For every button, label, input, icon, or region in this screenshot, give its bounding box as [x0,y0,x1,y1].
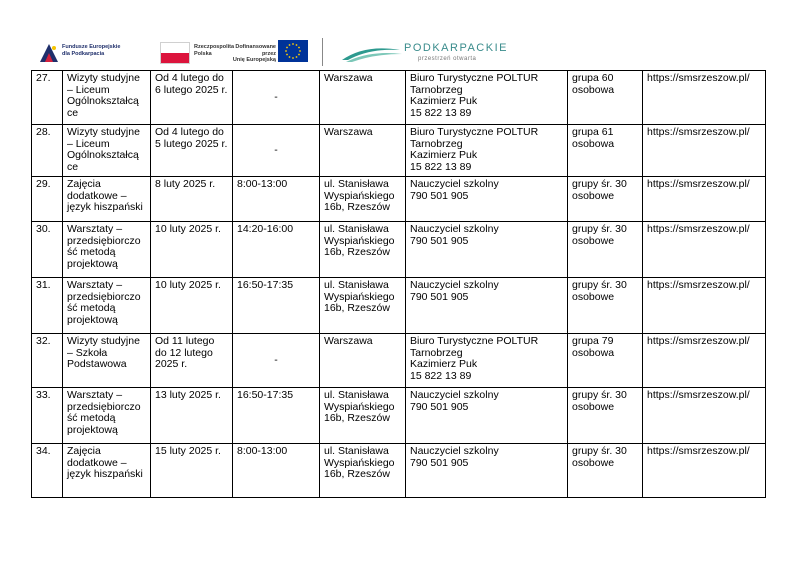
row-number: 34. [32,444,63,498]
place-cell: ul. Stanisława Wyspiańskiego 16b, Rzeszów [320,444,406,498]
time-cell: 8:00-13:00 [233,177,320,222]
organizer-cell: Biuro Turystyczne POLTUR Tarnobrzeg Kazimierz Puk 15 822 13 89 [406,334,568,388]
url-cell[interactable]: https://smsrzeszow.pl/ [643,222,766,278]
row-number: 27. [32,71,63,125]
date-cell: 15 luty 2025 r. [151,444,233,498]
activity-cell: Warsztaty – przedsiębiorczo ść metodą projektową [63,278,151,334]
row-number: 32. [32,334,63,388]
time-cell: - [233,334,320,388]
time-cell: 8:00-13:00 [233,444,320,498]
url-cell[interactable]: https://smsrzeszow.pl/ [643,444,766,498]
table-row [32,334,766,388]
date-cell: Od 4 lutego do 5 lutego 2025 r. [151,125,233,177]
row-number: 29. [32,177,63,222]
table-row [32,388,766,444]
organizer-cell: Nauczyciel szkolny 790 501 905 [406,222,568,278]
activity-cell: Wizyty studyjne – Liceum Ogólnokształcą ce [63,71,151,125]
organizer-cell: Nauczyciel szkolny 790 501 905 [406,444,568,498]
podkarpackie-name: PODKARPACKIE [404,42,508,54]
url-cell[interactable]: https://smsrzeszow.pl/ [643,334,766,388]
url-cell[interactable]: https://smsrzeszow.pl/ [643,278,766,334]
eu-flag-icon [278,40,308,62]
place-cell: ul. Stanisława Wyspiańskiego 16b, Rzeszów [320,177,406,222]
group-cell: grupa 61 osobowa [568,125,643,177]
organizer-cell: Biuro Turystyczne POLTUR Tarnobrzeg Kazimierz Puk 15 822 13 89 [406,125,568,177]
row-number: 30. [32,222,63,278]
polish-flag-icon [160,42,190,64]
rp-logo-text: Rzeczpospolita Polska [194,44,235,57]
group-cell: grupy śr. 30 osobowe [568,278,643,334]
group-cell: grupy śr. 30 osobowe [568,388,643,444]
activity-cell: Wizyty studyjne – Liceum Ogólnokształcą ce [63,125,151,177]
group-cell: grupa 60 osobowa [568,71,643,125]
group-cell: grupa 79 osobowa [568,334,643,388]
activity-cell: Warsztaty – przedsiębiorczo ść metodą projektową [63,388,151,444]
podkarpackie-swoosh-icon [340,42,406,64]
podkarpackie-logo [340,38,510,68]
row-number: 33. [32,388,63,444]
table-row [32,71,766,125]
row-number: 28. [32,125,63,177]
activity-cell: Zajęcia dodatkowe – język hiszpański [63,177,151,222]
date-cell: Od 4 lutego do 6 lutego 2025 r. [151,71,233,125]
schedule-table [31,70,766,498]
url-cell[interactable]: https://smsrzeszow.pl/ [643,388,766,444]
eu-logo [228,40,318,66]
url-cell[interactable]: https://smsrzeszow.pl/ [643,125,766,177]
table-row [32,278,766,334]
url-cell[interactable]: https://smsrzeszow.pl/ [643,177,766,222]
time-cell: 16:50-17:35 [233,278,320,334]
group-cell: grupy śr. 30 osobowe [568,444,643,498]
url-cell[interactable]: https://smsrzeszow.pl/ [643,71,766,125]
header-logos [38,38,738,68]
table-row [32,444,766,498]
organizer-cell: Nauczyciel szkolny 790 501 905 [406,177,568,222]
fe-logo-text: Fundusze Europejskie dla Podkarpacia [62,44,121,57]
place-cell: Warszawa [320,71,406,125]
table-row [32,125,766,177]
date-cell: 13 luty 2025 r. [151,388,233,444]
group-cell: grupy śr. 30 osobowe [568,222,643,278]
date-cell: 10 luty 2025 r. [151,278,233,334]
place-cell: ul. Stanisława Wyspiańskiego 16b, Rzeszów [320,388,406,444]
eu-logo-text: Dofinansowane przez Unię Europejską [232,44,276,63]
activity-cell: Zajęcia dodatkowe – język hiszpański [63,444,151,498]
date-cell: Od 11 lutego do 12 lutego 2025 r. [151,334,233,388]
activity-cell: Warsztaty – przedsiębiorczo ść metodą projektową [63,222,151,278]
time-cell: - [233,71,320,125]
place-cell: ul. Stanisława Wyspiańskiego 16b, Rzeszów [320,222,406,278]
table-row [32,177,766,222]
fundusze-europejskie-logo [38,42,158,64]
place-cell: Warszawa [320,125,406,177]
row-number: 31. [32,278,63,334]
date-cell: 8 luty 2025 r. [151,177,233,222]
fe-mark-icon [38,42,60,64]
date-cell: 10 luty 2025 r. [151,222,233,278]
podkarpackie-tagline: przestrzeń otwarta [418,56,477,62]
organizer-cell: Biuro Turystyczne POLTUR Tarnobrzeg Kazimierz Puk 15 822 13 89 [406,71,568,125]
place-cell: ul. Stanisława Wyspiańskiego 16b, Rzeszów [320,278,406,334]
organizer-cell: Nauczyciel szkolny 790 501 905 [406,278,568,334]
activity-cell: Wizyty studyjne – Szkoła Podstawowa [63,334,151,388]
time-cell: 14:20-16:00 [233,222,320,278]
place-cell: Warszawa [320,334,406,388]
time-cell: 16:50-17:35 [233,388,320,444]
group-cell: grupy śr. 30 osobowe [568,177,643,222]
organizer-cell: Nauczyciel szkolny 790 501 905 [406,388,568,444]
time-cell: - [233,125,320,177]
table-row [32,222,766,278]
logo-divider [322,38,323,66]
